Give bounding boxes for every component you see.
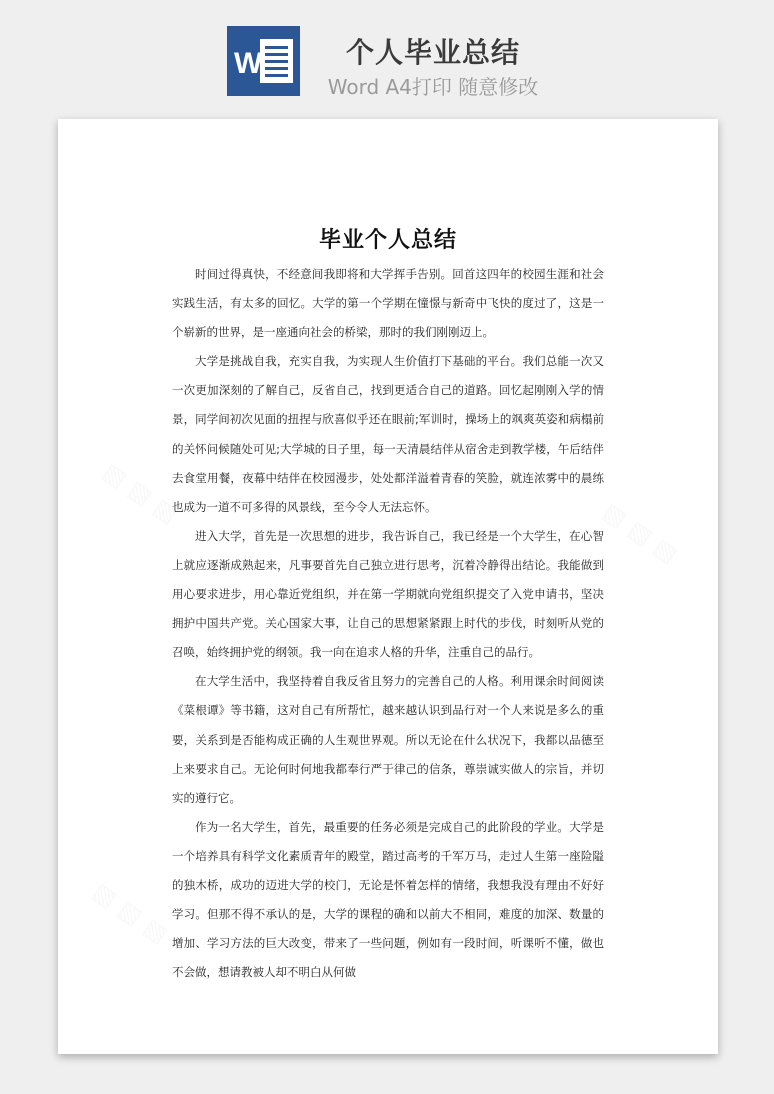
word-app-icon bbox=[227, 26, 300, 96]
header-title: 个人毕业总结 bbox=[345, 36, 520, 69]
paragraph: 大学是挑战自我，充实自我，为实现人生价值打下基础的平台。我们总能一次又一次更加深刻的了解自己，反省自己，找到更适合自己的道路。回忆起刚刚入学的情景，同学间初次见面的扭捏与欣喜似乎还在眼前;军训时，操场上的飒爽英姿和病榻前的关怀问候随处可见;大学城的日子里，每一天清晨结伴从宿舍走到教学楼，午后结伴去食堂用餐，夜幕中结伴在校园漫步，处处都洋溢着青春的笑脸，就连浓雾中的晨练也成为一道不可多得的风景线，至今令人无法忘怀。 bbox=[172, 354, 604, 514]
header-subtitle: Word A4打印 随意修改 bbox=[327, 75, 539, 99]
paragraph: 时间过得真快，不经意间我即将和大学挥手告别。回首这四年的校园生涯和社会实践生活，有太多的回忆。大学的第一个学期在憧憬与新奇中飞快的度过了，这是一个崭新的世界，是一座通向社会的桥梁，那时的我们刚刚迈上。 bbox=[172, 267, 604, 340]
paragraph: 在大学生活中，我坚持着自我反省且努力的完善自己的人格。利用课余时间阅读《菜根谭》等书籍，这对自己有所帮忙，越来越认识到品行对一个人来说是多么的重要，关系到是否能构成正确的人生观世界观。所以无论在什么状况下，我都以品德至上来要求自己。无论何时何地我都奉行严于律己的信条，尊崇诚实做人的宗旨，并切实的遵行它。 bbox=[172, 674, 604, 805]
watermark: ▧ ▧ ▧ bbox=[97, 457, 184, 529]
document-title: 毕业个人总结 bbox=[318, 228, 457, 253]
word-icon-letter: W bbox=[234, 47, 263, 80]
document-body bbox=[172, 260, 604, 987]
document-page bbox=[58, 119, 718, 1054]
watermark: ▧ ▧ ▧ bbox=[87, 877, 174, 949]
paragraph: 作为一名大学生，首先，最重要的任务必须是完成自己的此阶段的学业。大学是一个培养具有科学文化素质青年的殿堂，踏过高考的千军万马，走过人生第一座险隘的独木桥，成功的迈进大学的校门，无论是怀着怎样的情绪，我想我没有理由不好好学习。但那不得不承认的是，大学的课程的确和以前大不相同，难度的加深、数量的增加、学习方法的巨大改变，带来了一些问题，例如有一段时间，听课听不懂，做也不会做，想请教被人却不明白从何做 bbox=[172, 819, 604, 980]
paragraph: 进入大学，首先是一次思想的进步，我告诉自己，我已经是一个大学生，在心智上就应逐渐成熟起来，凡事要首先自己独立进行思考，沉着冷静得出结论。我能做到用心要求进步，用心靠近党组织，并在第一学期就向党组织提交了入党申请书，坚决拥护中国共产党。关心国家大事，让自己的思想紧紧跟上时代的步伐，时刻听从党的召唤，始终拥护党的纲领。我一向在追求人格的升华，注重自己的品行。 bbox=[172, 528, 604, 660]
watermark: ▧ ▧ ▧ bbox=[597, 497, 684, 569]
page-header bbox=[0, 0, 774, 118]
